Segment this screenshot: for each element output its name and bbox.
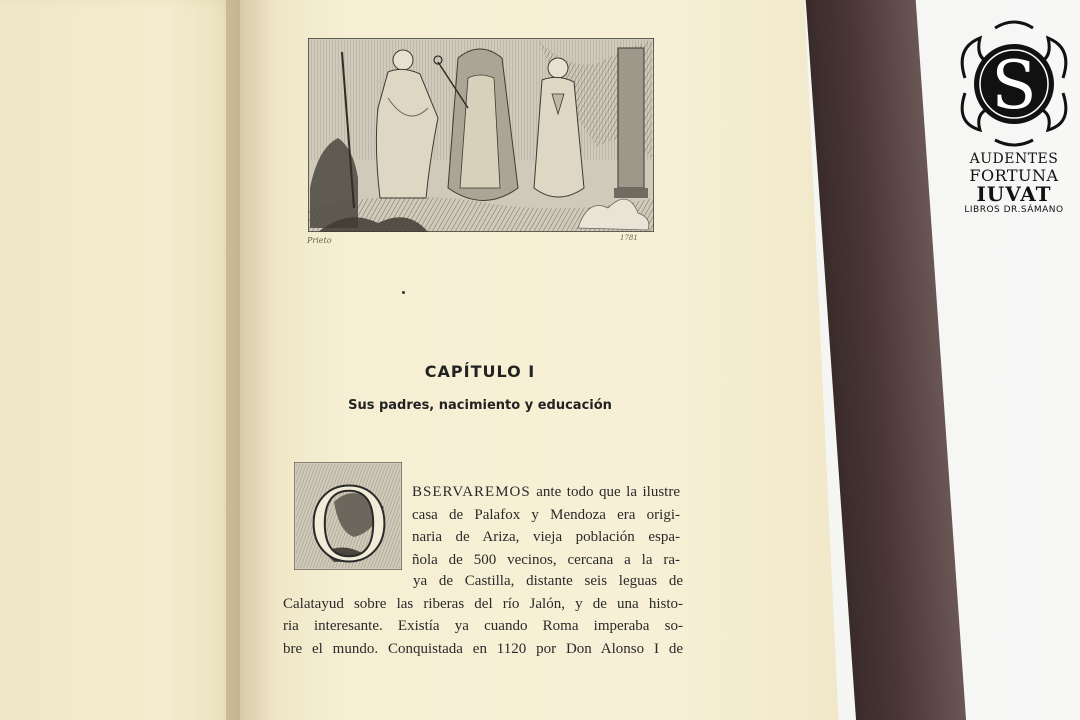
body-line-2: casa de Palafox y Mendoza era origi- — [412, 506, 680, 523]
body-line-8: bre el mundo. Conquistada en 1120 por Don Alonso I de — [283, 640, 683, 657]
engraving-signature-left: Prieto — [307, 236, 332, 245]
logo-line-1: AUDENTES — [969, 151, 1059, 167]
body-line-5: ya de Castilla, distante seis leguas de — [413, 573, 683, 589]
logo-line-2: FORTUNA — [969, 166, 1059, 185]
body-line-1 — [412, 481, 680, 504]
body-line-6: Calatayud sobre las riberas del río Jalón, y de una histo- — [283, 595, 683, 612]
engraving-illustration — [308, 38, 654, 232]
logo-line-4: LIBROS DR.SÁMANO — [964, 205, 1064, 215]
body-line-3: naria de Ariza, vieja población espa- — [412, 529, 680, 545]
left-page — [0, 0, 245, 720]
logo-monogram: S — [991, 47, 1037, 124]
body-text-full — [283, 570, 683, 660]
chapter-title: CAPÍTULO I — [424, 362, 536, 381]
body-text-indented — [412, 481, 680, 571]
line1-rest: ante todo que la ilustre — [536, 484, 680, 500]
engraving-signature-right: 1781 — [620, 234, 638, 242]
first-word-rest: BSERVAREMOS — [412, 484, 531, 500]
drop-cap-letter: O — [308, 467, 390, 570]
body-line-4: ñola de 500 vecinos, cercana a la ra- — [412, 551, 680, 568]
book-gutter — [226, 0, 276, 720]
body-line-7: ria interesante. Existía ya cuando Roma imperaba so- — [283, 618, 683, 634]
chapter-subtitle: Sus padres, nacimiento y educación — [348, 398, 612, 413]
logo-line-3: IUVAT — [976, 182, 1052, 206]
ink-dot — [402, 291, 405, 294]
drop-cap-illustration — [294, 462, 402, 570]
